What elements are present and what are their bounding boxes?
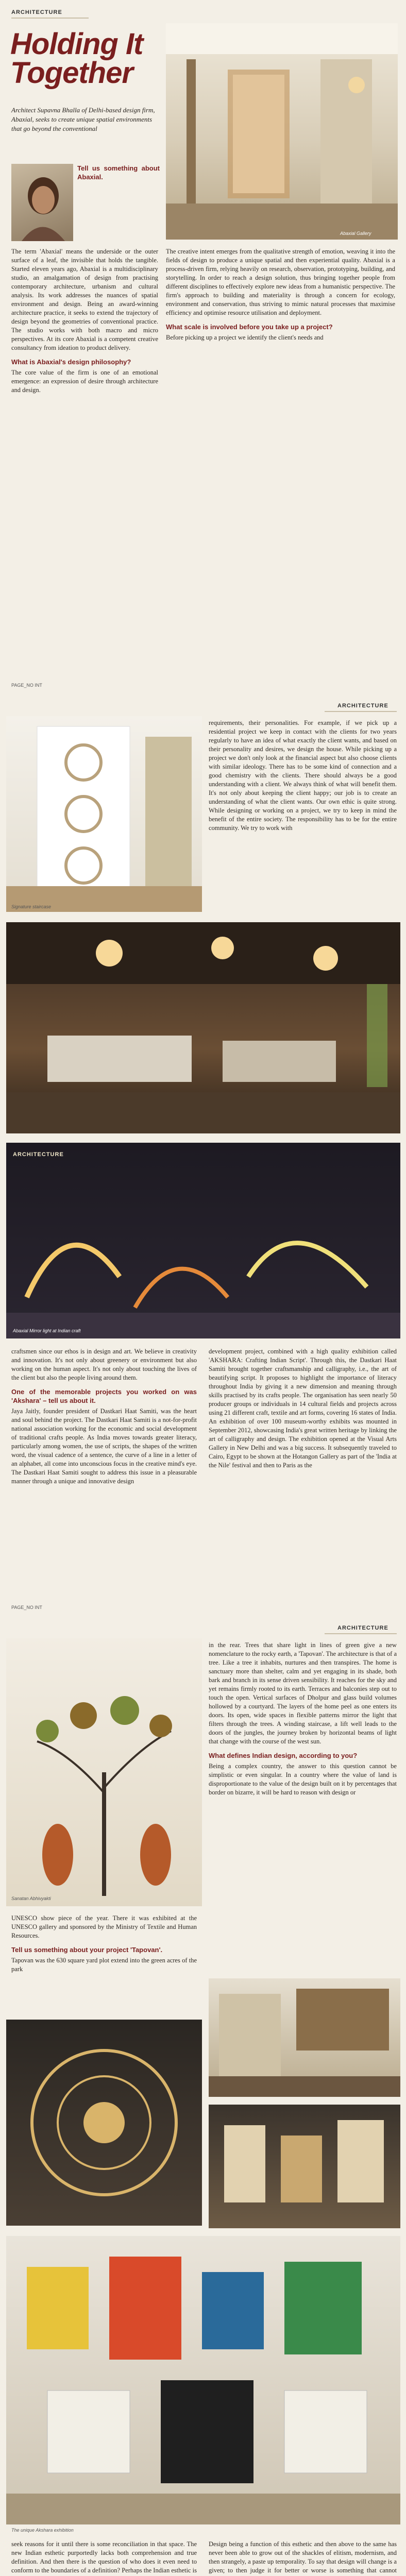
body-column-right-bottom: development project, combined with a high quality exhibition called 'AKSHARA: Crafting Indian Script'. Through this, the Dastkari Haat Samiti brought together craftsmanship and calligraphy, i.e., the art of beautifying script. It proposes to highlight the importance of literacy throughout India by giving it a new dimension and meaning through skills practised by its crafts people. The organisation has seen nearly 50 producer groups or individuals in 14 cultural fields and projects across using 21 different craft, textile and art forms, covering 16 states of India. An exhibition of over 100 museum-worthy exhibits was mounted in September 2012, showcasing India's great written heritage by linking the art of calligraphy and design. The exhibition opened at the Visual Arts Gallery in New Delhi and was a big success. It subsequently traveled to Cairo, Egypt to be shown at the Hotangon Gallery as part of the 'India at the Nile' festival and then to Paris as the — [209, 1348, 397, 1469]
living-room-photo — [6, 922, 400, 1133]
body-column-right: requirements, their personalities. For example, if we pick up a residential project we keep in contact with the clients for two years regularly to have an idea of what exactly the client wants, and based on their personality and desires, we design the house. While picking up a project we don't only look at the financial aspect but also choose clients with similar ideology. There has to be some kind of connection and a good chemistry with the clients. There should always be a good understanding with a client. We always think of what will benefit them. It's not only about keeping the client happy; our job is to create an understanding of what the client wants. Our own ethic is quite strong. While designing or working on a project, we try to keep in mind the benefit of the entire society. The responsibility has to be for the entire community. We try to work with — [209, 719, 397, 832]
body-paragraph: The creative intent emerges from the qualitative strength of emotion, weaving it into the fields of design to produce a unique spatial and then experiential quality. Abaxial is a process-driven firm, relying heavily on research, observation, prototyping, building, and storytelling. In order to reach a design solution, thus bringing together people from different disciplines to effectively explore new ideas from a humanistic perspective. The firm's approach to building and materiality is through a concern for ecology, environment and conservation, thus striving to mimic natural processes that maximise efficiency and optimise resource utilisation and deployment. — [166, 248, 395, 316]
question-2: What is Abaxial's design philosophy? — [11, 358, 131, 366]
portrait-photo — [11, 164, 73, 241]
photo-caption: Signature staircase — [11, 904, 52, 909]
page-folio: PAGE_NO INT — [11, 1605, 42, 1610]
tree-sculpture-photo — [6, 1638, 202, 1906]
decorative-screen-illustration — [6, 716, 202, 912]
body-paragraph: in the rear. Trees that share light in lines of green give a new nomenclature to the rocky earth, a 'Tapovan'. The architecture is that of a tree. Like a tree it inhabits, nurtures and then transpires. The home is sanctuary more than shelter, calm and yet engaging in its shade, both bark and branch in its sense driven sensibility. It reaches for the sky and yet remains firmly rooted to its earth. Terraces and balconies step out to touch the open. Vertical surfaces of Dholpur and glass build volumes hollowed by a courtyard. The layers of the home peel as one enters its doors. Its open, wide spaces in flexible patterns mirror the light that filters through the trees. A winding staircase, a lift well leads to the doors of the jungles, the journey broken by horizontal beams of light that change with the course of the west sun. — [209, 1641, 397, 1745]
interior-illustration — [209, 1978, 400, 2097]
divider — [325, 711, 397, 712]
akshara-exhibition-photo — [6, 2236, 400, 2524]
body-column-right — [209, 1641, 397, 1801]
question-5: Tell us something about your project 'Tapovan'. — [11, 1946, 163, 1954]
article-title: Holding It Together — [10, 27, 143, 90]
question-1: Tell us something about Abaxial. — [77, 164, 160, 181]
body-paragraph: UNESCO show piece of the year. There it was exhibited at the UNESCO gallery and sponsored by the Ministry of Textile and Human Resources. — [11, 1914, 197, 1939]
answer-2: The core value of the firm is one of an emotional emergence: an expression of desire through architecture and design. — [11, 369, 158, 394]
question-3: What scale is involved before you take up a project? — [166, 323, 333, 331]
section-tag: ARCHITECTURE — [337, 1625, 388, 1631]
section-tag: ARCHITECTURE — [11, 9, 62, 15]
answer-5: Tapovan was the 630 square yard plot extend into the green acres of the park — [11, 1957, 197, 1973]
answer-1: The term 'Abaxial' means the underside or the outer surface of a leaf, the invisible that holds the tangible. Started eleven years ago, Abaxial is a multidisciplinary studio, an amalgamation of design from practising contemporary architecture, urbanism and cultural analysis. Its work addresses the nuances of spatial environment and design. Being an award-winning architecture practice, it seeks to extend the trajectory of design beyond the geometries of conventional practice. The studio works with both macro and micro perspectives. At its core Abaxial is a competent creative consultancy from ideation to product delivery. — [11, 248, 158, 351]
section-tag-overlay: ARCHITECTURE — [13, 1151, 64, 1158]
intro-standfirst: Architect Supavna Bhalla of Delhi-based design firm, Abaxial, seeks to create unique spatial environments that go beyond the conventional — [11, 106, 155, 132]
akshara-light-photo — [6, 1143, 400, 1338]
question-6: What defines Indian design, according to you? — [209, 1752, 358, 1759]
body-column-left — [77, 164, 160, 183]
photo-caption: The unique Akshara exhibition — [11, 2528, 74, 2533]
body-column-left — [11, 1347, 197, 1490]
body-column-right-bottom — [209, 2540, 397, 2576]
page-1 — [0, 0, 406, 696]
page-2 — [0, 696, 406, 1618]
living-room-illustration — [6, 922, 400, 1133]
photo-caption: Abaxial Gallery — [340, 231, 371, 236]
body-column-left-main — [11, 247, 158, 399]
answer-4: Jaya Jaitly, founder president of Dastkari Haat Samiti, was the heart and soul behind the project. The Dastkari Haat Samiti is a not-for-profit national association working for the economic and social development of traditional crafts people. As India moves towards greater literacy, particularly among women, the use of scripts, the shapes of the written word, the visual cadence of a sentence, the curve of a line in a letter of an alphabet, all come into unconscious focus in the creative mind's eye. The Dastkari Haat Samiti sought to address this issue in a pleasurable manner through a unique and innovative design — [11, 1408, 197, 1485]
page-folio: PAGE_NO INT — [11, 683, 42, 688]
tree-sculpture-illustration — [6, 1638, 202, 1906]
photo-caption: Abaxial Mirror light at Indian craft — [13, 1328, 81, 1333]
answer-6: Being a complex country, the answer to this question cannot be simplistic or even singular. In a country where the value of land is disproportionate to the value of the design built on it by percentages that border on bizarre, it will be hard to reason with design or — [209, 1762, 397, 1796]
lattice-illustration — [6, 2020, 202, 2226]
portrait-illustration — [11, 164, 73, 241]
staircase-photo — [6, 716, 202, 912]
gallery-display-photo — [209, 2105, 400, 2228]
interior-photo — [209, 1978, 400, 2097]
page-3 — [0, 1618, 406, 2576]
body-paragraph: Design being a function of this esthetic and then above to the same has never been able to grow out of the shackles of elitism, modernism, and then strangely, a paste up temporality. To say that design will change is a given; to then judge it for better or worse is something that cannot — [209, 2540, 397, 2574]
body-paragraph: craftsmen since our ethos is in design and art. We believe in creativity and innovation. It's not only about greenery or environment but also working on the human aspect. It's not only about touching the lives of the client but also the people living around them. — [11, 1348, 197, 1381]
divider — [325, 1633, 397, 1634]
answer-3: Before picking up a project we identify the client's needs and — [166, 334, 324, 341]
photo-caption: Sanatan Abhivyakti — [11, 1896, 51, 1901]
gallery-photo — [166, 23, 398, 240]
body-column-left — [11, 1914, 197, 1978]
akshara-light-illustration — [6, 1143, 400, 1338]
divider — [11, 18, 89, 19]
section-tag: ARCHITECTURE — [337, 703, 388, 709]
body-column-right — [166, 247, 395, 346]
lattice-photo — [6, 2020, 202, 2226]
akshara-exhibition-illustration — [6, 2236, 400, 2524]
gallery-display-illustration — [209, 2105, 400, 2228]
gallery-interior-illustration — [166, 23, 398, 240]
body-column-left-bottom: seek reasons for it until there is some reconciliation in that space. The new Indian esthetic purportedly lacks both comprehension and true definition. And then there is the question of who does it even need to conform to the boundaries of a definition? Perhaps the Indian esthetic is — [11, 2540, 197, 2574]
question-4: One of the memorable projects you worked on was 'Akshara' – tell us about it. — [11, 1388, 197, 1404]
